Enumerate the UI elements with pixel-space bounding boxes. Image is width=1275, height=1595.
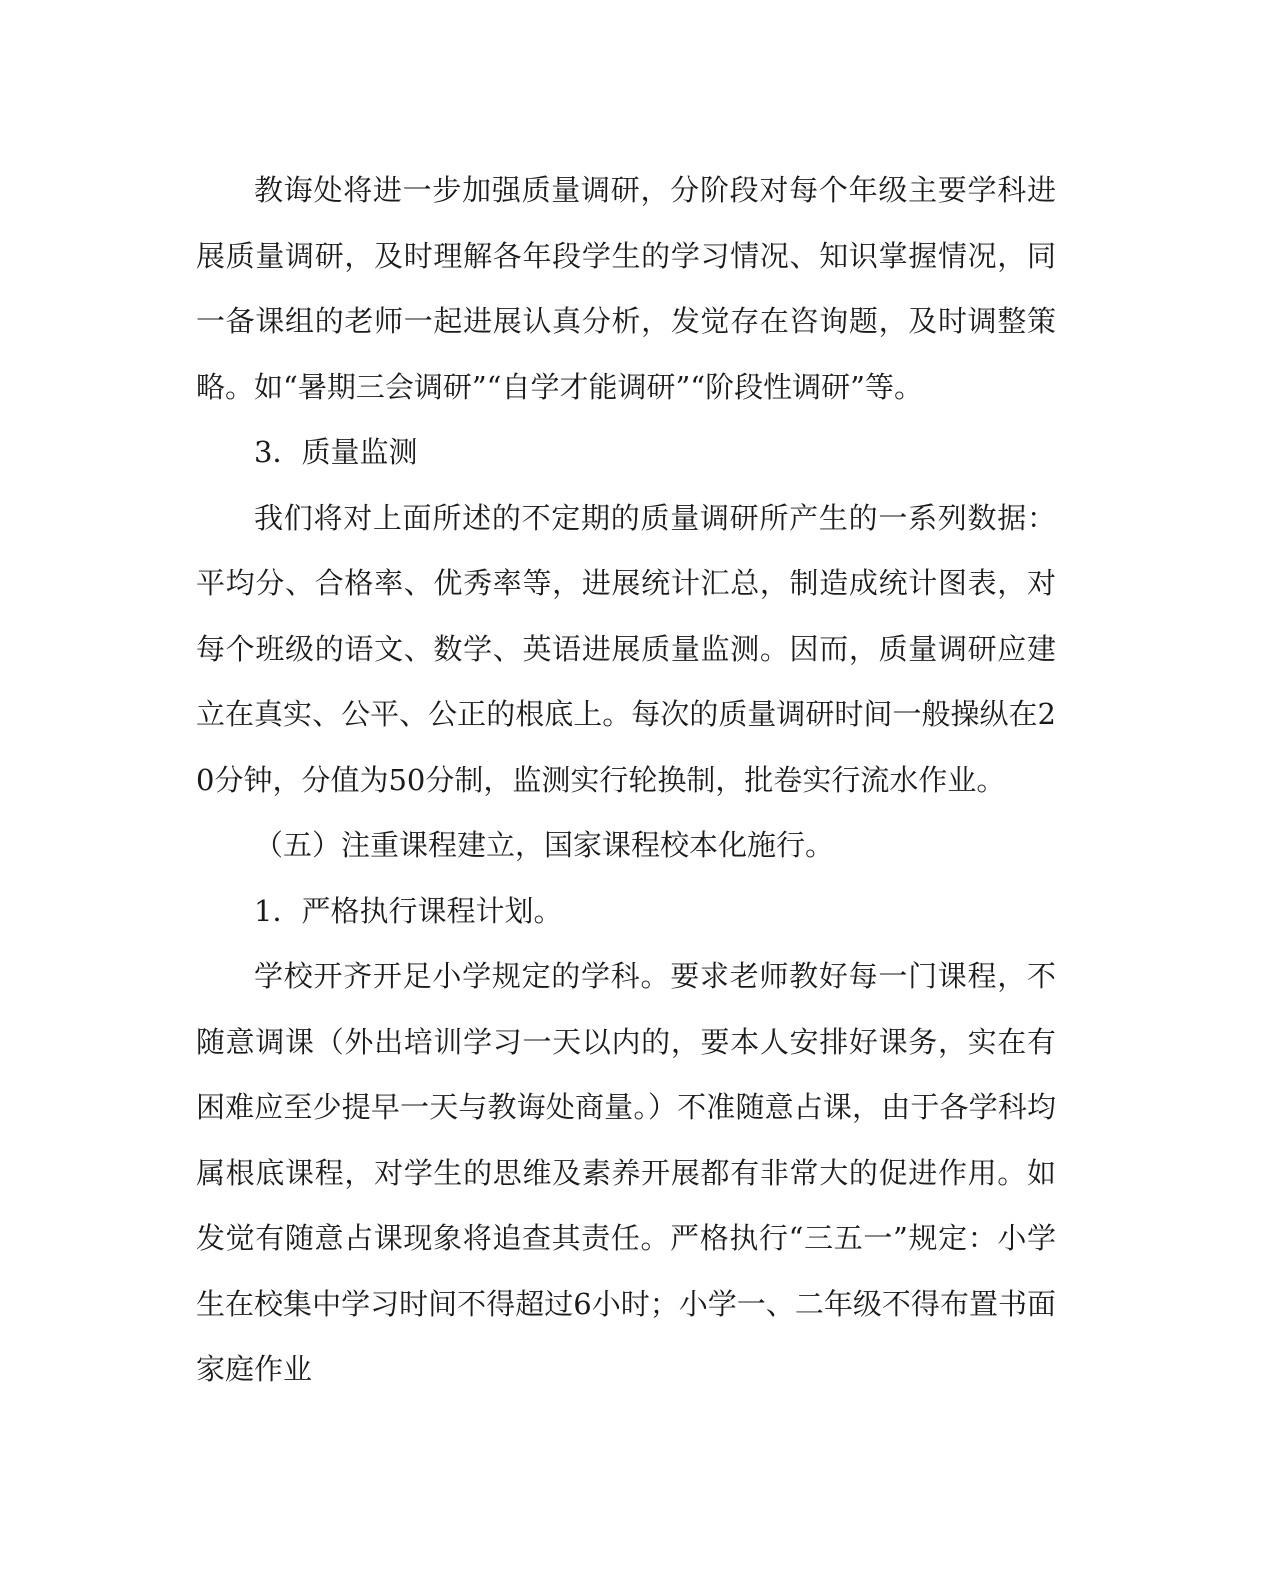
- paragraph-course-plan: 学校开齐开足小学规定的学科。要求老师教好每一门课程，不随意调课（外出培训学习一天以内的，要本人安排好课务，实在有困难应至少提早一天与教诲处商量。）不准随意占课，由于各学科均属根底课程，对学生的思维及素养开展都有非常大的促进作用。如发觉有随意占课现象将追查其责任。严格执行“三五一”规定：小学生在校集中学习时间不得超过6小时；小学一、二年级不得布置书面家庭作业: [196, 959, 1056, 1386]
- document-body: [196, 158, 1056, 1403]
- paragraph-quality-monitoring: 我们将对上面所述的不定期的质量调研所产生的一系列数据：平均分、合格率、优秀率等，进展统计汇总，制造成统计图表，对每个班级的语文、数学、英语进展质量监测。因而，质量调研应建立在真实、公平、公正的根底上。每次的质量调研时间一般操纵在20分钟，分值为50分制，监测实行轮换制，批卷实行流水作业。: [196, 500, 1056, 797]
- heading-curriculum-construction: （五）注重课程建立，国家课程校本化施行。: [254, 828, 835, 862]
- heading-quality-monitoring: 3．质量监测: [254, 435, 418, 469]
- heading-course-plan: 1．严格执行课程计划。: [254, 893, 563, 928]
- paragraph-quality-research: 教诲处将进一步加强质量调研，分阶段对每个年级主要学科进展质量调研，及时理解各年段学生的学习情况、知识掌握情况，同一备课组的老师一起进展认真分析，发觉存在咨询题，及时调整策略。如“暑期三会调研”“自学才能调研”“阶段性调研”等。: [196, 173, 1056, 404]
